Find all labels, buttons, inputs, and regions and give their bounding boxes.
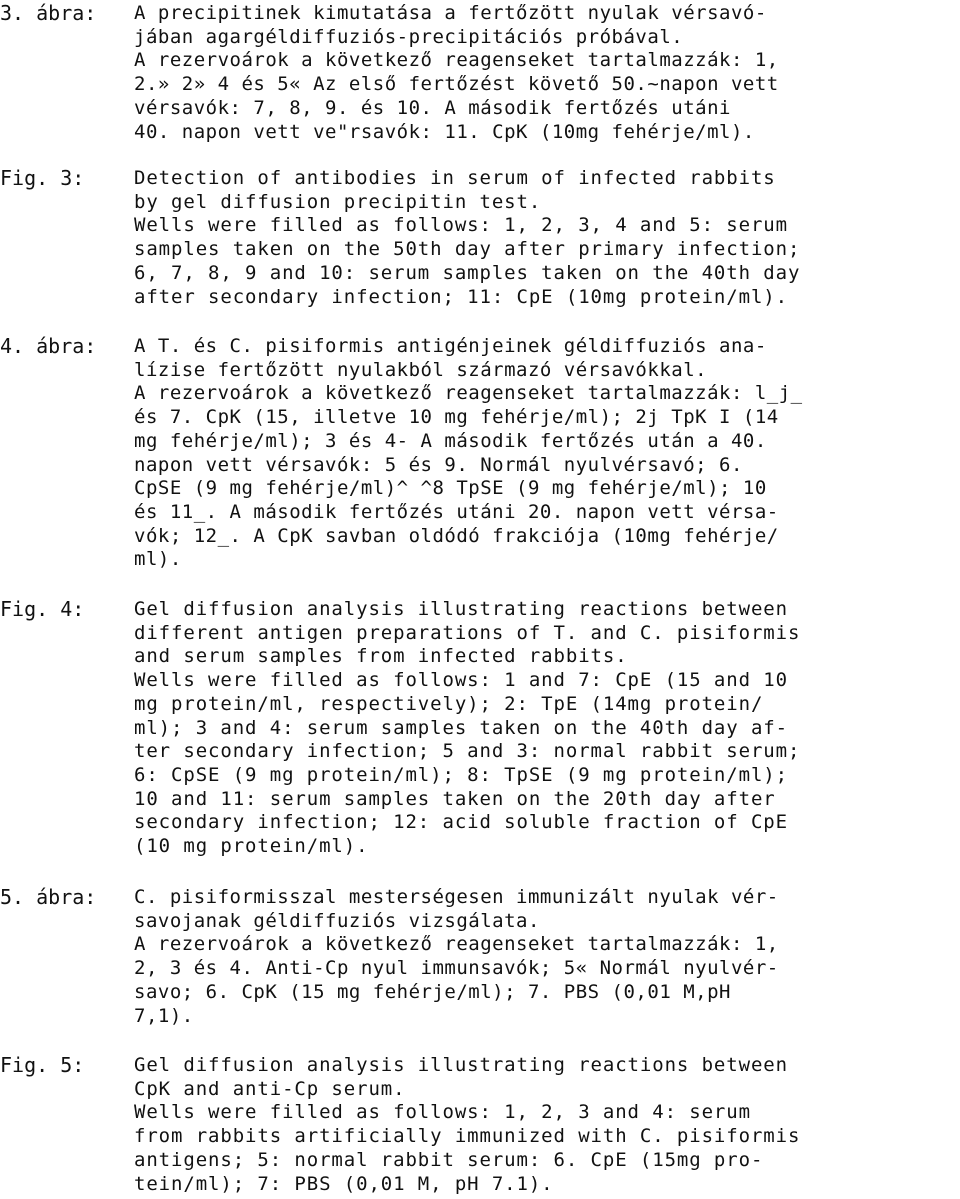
caption-line: vók; 12_. A CpK savban oldódó frakciója (10mg fehérje/ [134, 524, 779, 547]
caption-line: jában agargéldiffuziós-precipitációs próbával. [134, 25, 684, 48]
caption-line: tein/ml); 7: PBS (0,01 M, pH 7.1). [134, 1172, 554, 1195]
caption-label: 4. ábra: [0, 334, 97, 358]
caption-line: 6, 7, 8, 9 and 10: serum samples taken on the 40th day [134, 261, 801, 284]
caption-line: antigens; 5: normal rabbit serum: 6. CpE (15mg pro- [134, 1148, 764, 1171]
caption-line: different antigen preparations of T. and C. pisiformis [134, 621, 801, 644]
caption-line: Wells were filled as follows: 1 and 7: CpE (15 and 10 [134, 669, 788, 692]
caption-label: Fig. 3: [0, 166, 85, 190]
caption-line: A rezervoárok a következő reagenseket tartalmazzák: l_j_ [134, 382, 803, 405]
caption-line: Wells were filled as follows: 1, 2, 3 and 4: serum [134, 1101, 751, 1124]
caption-line: Gel diffusion analysis illustrating reactions between [134, 1054, 788, 1076]
caption-line: 2, 3 és 4. Anti-Cp nyul immunsavók; 5« Normál nyulvér- [134, 957, 779, 980]
caption-line: lízise fertőzött nyulakból származó vérsavókkal. [134, 358, 708, 381]
caption-line: CpSE (9 mg fehérje/ml)^ ^8 TpSE (9 mg fehérje/ml); 10 [134, 477, 767, 500]
caption-line: samples taken on the 50th day after primary infection; [134, 238, 801, 261]
caption-line: mg fehérje/ml); 3 és 4- A második fertőzés után a 40. [134, 429, 767, 452]
caption-line: ml). [134, 548, 182, 571]
caption-line: ter secondary infection; 5 and 3: normal rabbit serum; [134, 740, 801, 763]
caption-line: savo; 6. CpK (15 mg fehérje/ml); 7. PBS (0,01 M,pH [134, 980, 731, 1003]
caption-line: Wells were filled as follows: 1, 2, 3, 4 and 5: serum [134, 214, 788, 237]
caption-line: és 11_. A második fertőzés utáni 20. napon vett vérsa- [134, 500, 779, 523]
caption-line: CpK and anti-Cp serum. [134, 1077, 406, 1100]
caption-line: A rezervoárok a következő reagenseket tartalmazzák: 1, [134, 933, 779, 956]
caption-line: secondary infection; 12: acid soluble fraction of CpE [134, 811, 788, 834]
caption-line: 10 and 11: serum samples taken on the 20th day after [134, 787, 776, 810]
caption-line: 6: CpSE (9 mg protein/ml); 8: TpSE (9 mg protein/ml); [134, 763, 788, 786]
caption-line: és 7. CpK (15, illetve 10 mg fehérje/ml); 2j TpK I (14 [134, 406, 779, 429]
caption-label: Fig. 4: [0, 597, 85, 621]
caption-line: vérsavók: 7, 8, 9. és 10. A második fertőzés utáni [134, 96, 731, 119]
caption-line: (10 mg protein/ml). [134, 835, 369, 857]
caption-line: A rezervoárok a következő reagenseket tartalmazzák: 1, [134, 49, 779, 72]
caption-line: by gel diffusion precipitin test. [134, 190, 542, 213]
caption-line: and serum samples from infected rabbits. [134, 645, 628, 668]
caption-line: after secondary infection; 11: CpE (10mg protein/ml). [134, 285, 788, 308]
caption-line: 7,1). [134, 1004, 194, 1027]
caption-line: A precipitinek kimutatása a fertőzött nyulak vérsavó- [134, 2, 767, 24]
caption-label: 5. ábra: [0, 885, 97, 909]
caption-line: savojanak géldiffuziós vizsgálata. [134, 909, 540, 932]
caption-line: 40. napon vett ve"rsavók: 11. CpK (10mg fehérje/ml). [134, 120, 755, 143]
caption-line: Gel diffusion analysis illustrating reactions between [134, 598, 788, 620]
caption-line: napon vett vérsavók: 5 és 9. Normál nyulvérsavó; 6. [134, 453, 743, 476]
caption-label: 3. ábra: [0, 1, 97, 25]
caption-line: C. pisiformisszal mesterségesen immunizált nyulak vér- [134, 886, 779, 908]
caption-line: 2.» 2» 4 és 5« Az első fertőzést követő 50.~napon vett [134, 73, 779, 96]
caption-line: ml); 3 and 4: serum samples taken on the 40th day af- [134, 716, 788, 739]
caption-line: Detection of antibodies in serum of infected rabbits [134, 167, 776, 189]
caption-label: Fig. 5: [0, 1053, 85, 1077]
caption-line: mg protein/ml, respectively); 2: TpE (14mg protein/ [134, 692, 764, 715]
caption-line: A T. és C. pisiformis antigénjeinek géldiffuziós ana- [134, 335, 767, 357]
caption-line: from rabbits artificially immunized with C. pisiformis [134, 1125, 801, 1148]
